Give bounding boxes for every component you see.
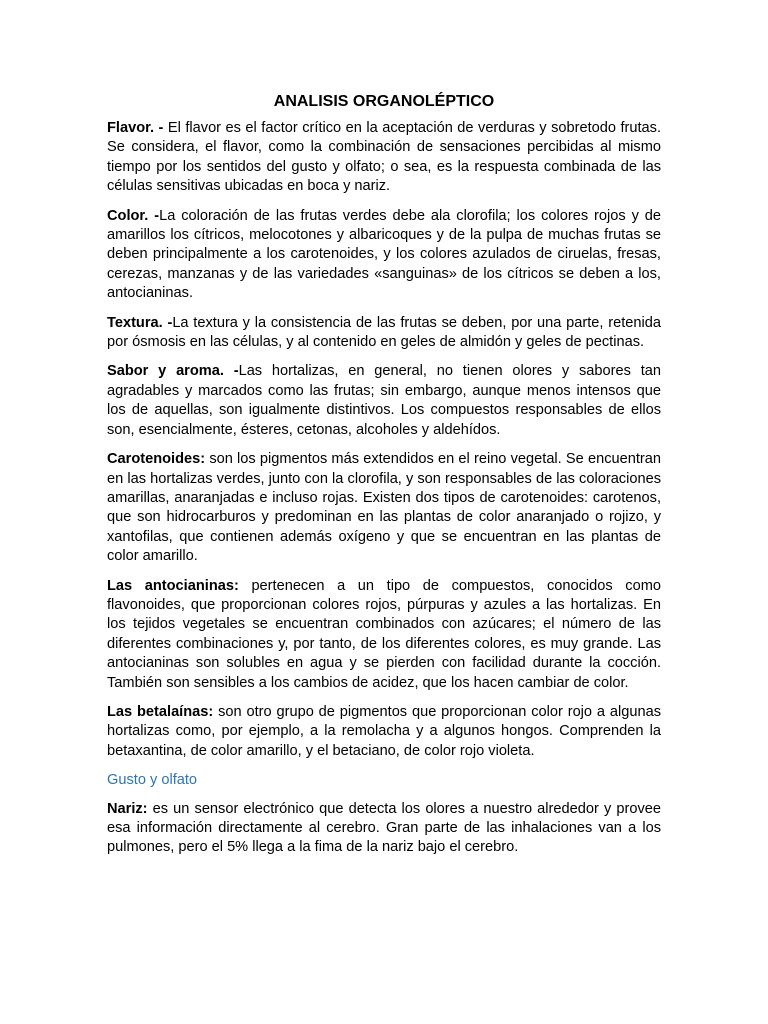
paragraph-textura bbox=[107, 314, 661, 353]
term-antocianinas: Las antocianinas: bbox=[107, 577, 252, 594]
term-sabor-aroma: Sabor y aroma. - bbox=[107, 363, 239, 380]
term-flavor: Flavor. - bbox=[107, 120, 168, 136]
document-page bbox=[107, 90, 661, 868]
paragraph-carotenoides bbox=[107, 450, 661, 566]
term-betalainas: Las betalaínas: bbox=[107, 703, 219, 720]
document-title: ANALISIS ORGANOLÉPTICO bbox=[273, 93, 495, 110]
paragraph-betalainas bbox=[107, 703, 661, 761]
text-sabor-aroma: Las hortalizas, en general, no tienen olores y sabores tan agradables y marcados como las frutas; sin embargo, aunque menos intensos que los de aquellas, son igualmente distintivos. Los compuestos responsables de ellos son, esencialmente, ésteres, cetonas, alcoholes y aldehídos. bbox=[107, 363, 661, 438]
term-textura: Textura. - bbox=[107, 314, 173, 331]
text-antocianinas: pertenecen a un tipo de compuestos, conocidos como flavonoides, que proporcionan colores rojos, púrpuras y azules a las hortalizas. En los tejidos vegetales se encuentran combinados con azúcares; el número de las diferentes combinaciones y, por tanto, de los diferentes colores, es muy grande. Las antocianinas son solubles en agua y se pierden con facilidad durante la cocción. También son sensibles a los cambios de acidez, que los hacen cambiar de color. bbox=[107, 577, 661, 691]
paragraph-flavor bbox=[107, 119, 661, 197]
paragraph-color bbox=[107, 207, 661, 304]
term-carotenoides: Carotenoides: bbox=[107, 451, 210, 468]
text-textura: La textura y la consistencia de las frutas se deben, por una parte, retenida por ósmosis en las células, y al contenido en geles de almidón y geles de pectinas. bbox=[107, 314, 661, 351]
paragraph-nariz bbox=[107, 800, 661, 858]
subheading-gusto-olfato: Gusto y olfato bbox=[107, 772, 198, 789]
term-nariz: Nariz: bbox=[107, 800, 153, 817]
paragraph-antocianinas bbox=[107, 577, 661, 693]
text-flavor: El flavor es el factor crítico en la aceptación de verduras y sobretodo frutas. Se considera, el flavor, como la combinación de sensaciones percibidas al mismo tiempo por los sentidos del gusto y olfato; o sea, es la respuesta combinada de las células sensitivas ubicadas en boca y nariz. bbox=[107, 120, 662, 195]
text-carotenoides: son los pigmentos más extendidos en el reino vegetal. Se encuentran en las hortalizas verdes, junto con la clorofila, y son responsables de las coloraciones amarillas, anaranjadas e incluso rojas. Existen dos tipos de carotenoides: carotenos, que son hidrocarburos y predominan en las plantas de color anaranjado o rojizo, y xantofilas, que contienen además oxígeno y que se encuentran en las plantas de color amarillo. bbox=[107, 451, 662, 565]
text-nariz: es un sensor electrónico que detecta los olores a nuestro alrededor y provee esa información directamente al cerebro. Gran parte de las inhalaciones van a los pulmones, pero el 5% llega a la fima de la nariz bajo el cerebro. bbox=[107, 800, 661, 856]
term-color: Color. - bbox=[107, 207, 160, 224]
paragraph-sabor-aroma bbox=[107, 362, 661, 440]
text-betalainas: son otro grupo de pigmentos que proporcionan color rojo a algunas hortalizas como, por ejemplo, a la remolacha y a algunos hongos. Comprenden la betaxantina, de color amarillo, y el betaciano, de color rojo violeta. bbox=[107, 703, 661, 759]
text-color: La coloración de las frutas verdes debe ala clorofila; los colores rojos y de amarillos los cítricos, melocotones y albaricoques y de la pulpa de muchas frutas se deben principalmente a los carotenoides, y los colores azulados de ciruelas, fresas, cerezas, manzanas y de las variedades «sanguinas» de los cítricos se deben a los, antocianinas. bbox=[107, 207, 662, 302]
